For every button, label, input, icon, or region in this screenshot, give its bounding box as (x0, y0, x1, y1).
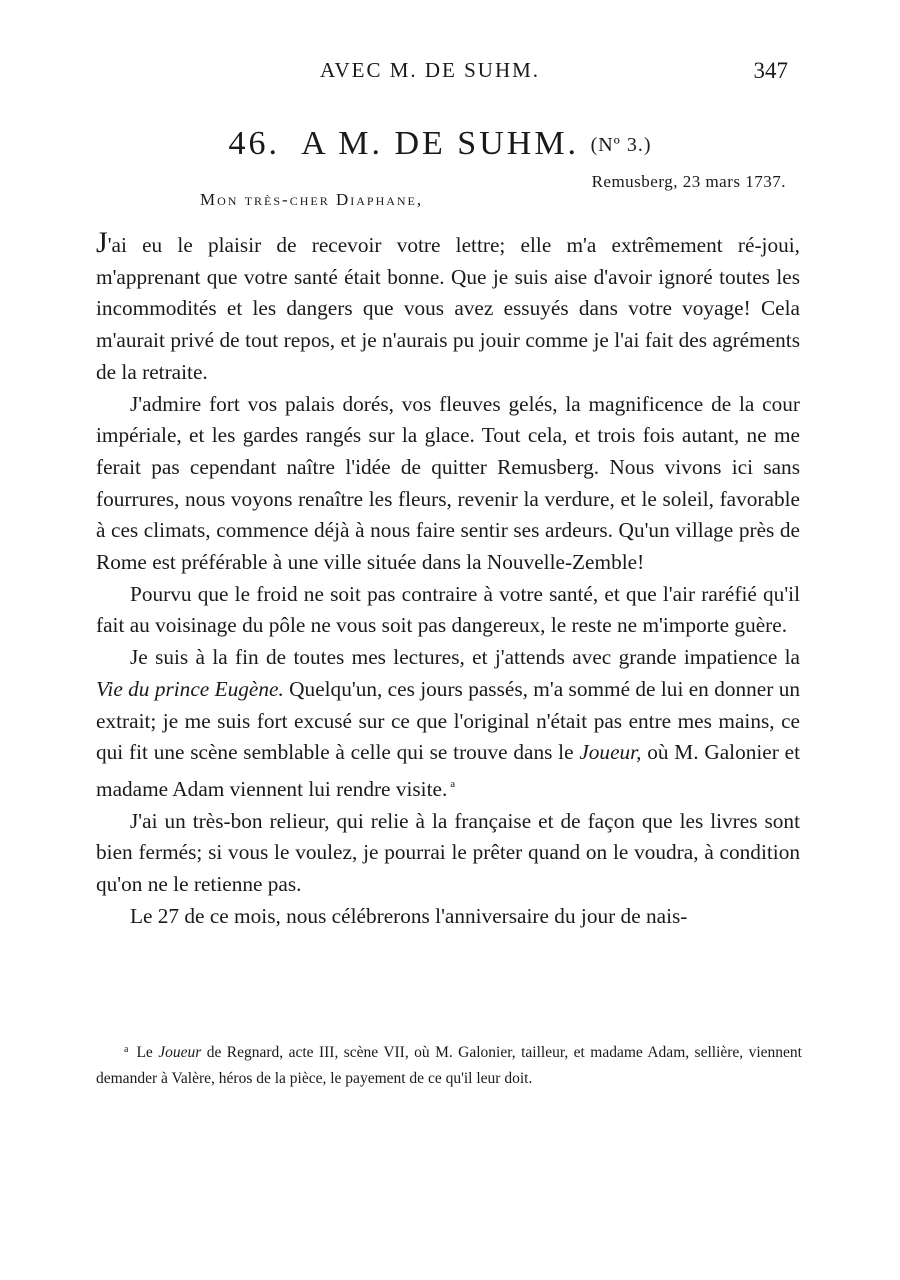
paragraph-1 (96, 228, 800, 389)
letter-title-text: 46. A M. DE SUHM. (228, 125, 580, 162)
letter-body (96, 228, 800, 932)
drop-cap: J (96, 226, 108, 259)
paragraph-4 (96, 642, 800, 806)
salutation: Mon très-cher Diaphane, (200, 190, 424, 209)
running-head: AVEC M. DE SUHM. (320, 58, 541, 82)
footnote-reference: a (450, 777, 456, 790)
paragraph-5: J'ai un très-bon relieur, qui relie à la française et de façon que les livres sont bien fermés; si vous le voulez, je pourrai le prêter quand on le voudra, à condition qu'on ne le retienne pas. (96, 808, 800, 897)
paragraph-4-text-c: où M. Galonier et madame Adam viennent lui rendre visite. (96, 740, 801, 801)
letter-number-note: (Nº 3.) (590, 134, 652, 156)
page-number: 347 (753, 58, 788, 83)
footnote-italic: Joueur (158, 1044, 202, 1061)
footnote-marker: a (124, 1044, 129, 1055)
paragraph-6: Le 27 de ce mois, nous célébrerons l'anniversaire du jour de nais- (130, 903, 688, 928)
paragraph-1-text: 'ai eu le plaisir de recevoir votre lettre; elle m'a extrêmement ré-joui, m'apprenant que votre santé était bonne. Que je suis aise d'avoir ignoré toutes les incommodités et les dangers que vous avez essuyés dans votre voyage! Cela m'aurait privé de tout repos, et je n'aurais pu jouir comme je l'ai fait des agréments de la retraite. (96, 233, 800, 384)
footnote-text-b: de Regnard, acte III, scène VII, où M. Galonier, tailleur, et madame Adam, sellière, viennent demander à Valère, héros de la pièce, le payement de ce qu'il leur doit. (96, 1044, 802, 1087)
letter-title (0, 125, 880, 163)
paragraph-4-text-a: Je suis à la fin de toutes mes lectures, et j'attends avec grande impatience la (130, 645, 800, 670)
paragraph-4-text-b: Quelqu'un, ces jours passés, m'a sommé de lui en donner un extrait; je me suis fort excusé sur ce que l'original n'était pas entre mes mains, ce qui fit une scène semblable à celle qui se trouve dans le (96, 676, 800, 765)
book-title-italic: Vie du prince Eugène. (96, 676, 284, 701)
play-title-italic: Joueur, (579, 740, 642, 765)
footnote (96, 1037, 802, 1092)
footnote-text-a: Le (136, 1044, 159, 1061)
paragraph-2: J'admire fort vos palais dorés, vos fleuves gelés, la magnificence de la cour impériale, et les gardes rangés sur la glace. Tout cela, et trois fois autant, ne me ferait pas cependant naître l'idée de quitter Remusberg. Nous vivons ici sans fourrures, nous voyons renaître les fleurs, revenir la verdure, et le soleil, favorable à ces climats, commence déjà à nous faire sentir ses ardeurs. Qu'un village près de Rome est préférable à une ville située dans la Nouvelle-Zemble! (96, 391, 800, 575)
paragraph-3: Pourvu que le froid ne soit pas contraire à votre santé, et que l'air raréfié qu'il fait au voisinage du pôle ne vous soit pas dangereux, le reste ne m'importe guère. (96, 581, 800, 638)
dateline: Remusberg, 23 mars 1737. (591, 172, 786, 191)
